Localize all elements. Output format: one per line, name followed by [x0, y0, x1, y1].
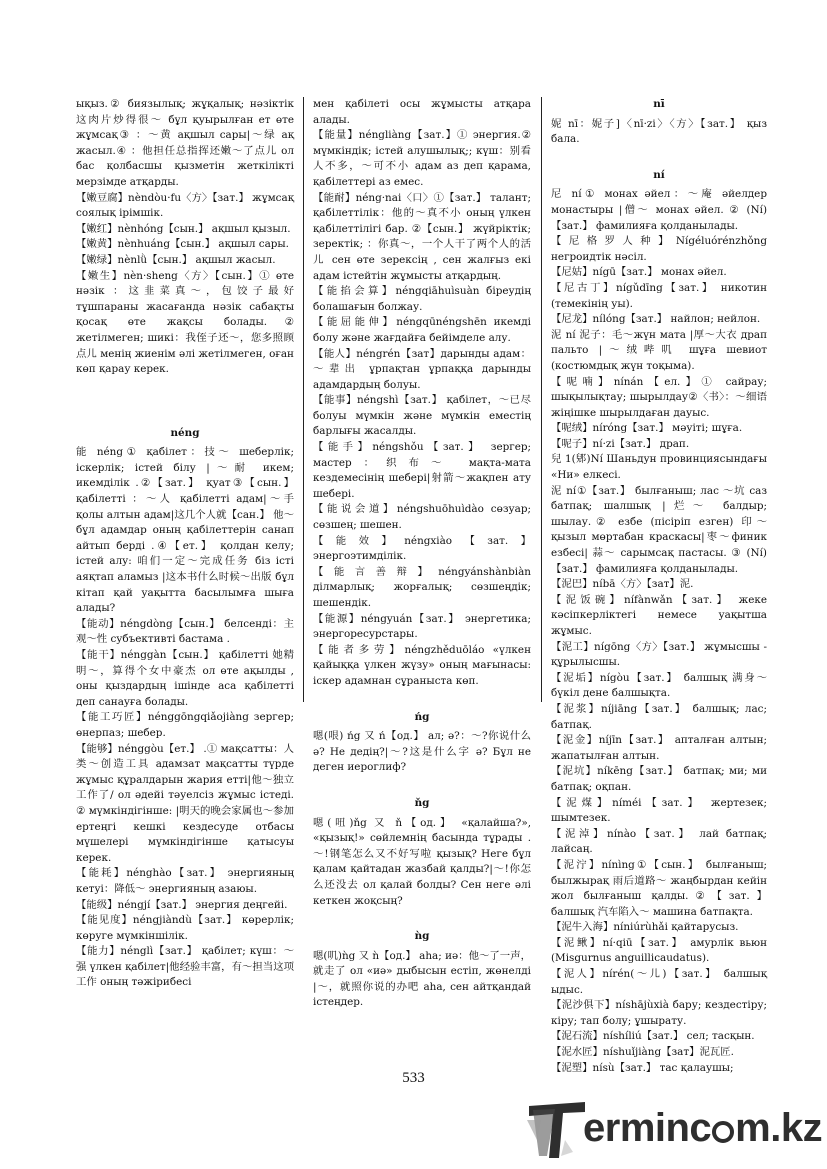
entry: 【泥石流】níshíliú【зат.】 сел; тасқын. — [551, 1030, 755, 1043]
entry: 【尼格罗人种】Nígéluórénzhǒng негроидтік нәсіл. — [551, 235, 767, 263]
entry: 【泥沙俱下】níshājùxià бару; кездестіру; кіру; тап болу; ұшырату. — [551, 999, 767, 1027]
entry: 【泥牛入海】níniúrùhǎi қайтарусыз. — [551, 921, 739, 934]
entry: 【能力】nénglì【зат.】 қабілет; күш：～强 үлкен қабілет|他经验丰富，有～担当这项工作 оның тәжірибесі — [76, 945, 294, 989]
entry: 【泥水匠】níshuǐjiàng【зат】泥瓦匠. — [551, 1046, 734, 1059]
section-heading: ǹg — [414, 930, 430, 943]
entry: 【尼古丁】nígǔdīng【зат.】 никотин (темекінің уы). — [551, 281, 767, 310]
column-middle — [313, 97, 531, 1009]
entry: 尼 ní① монах әйел：～庵 әйелдер монастыры |僧～ монах әйел. ② (Ní)【зат.】 фамилияға қолданылады. — [551, 188, 767, 232]
column-left — [76, 97, 294, 989]
entry: 【能手】néngshǒu【зат.】 зергер; мастер：织布～ мақта-мата кездемесінің шебері|射箭～жақпен ату шебері. — [313, 441, 531, 500]
column-divider — [303, 97, 304, 702]
entry: 【尼龙】nílóng【зат.】 найлон; нейлон. — [551, 313, 761, 326]
entry: 兒 1(郳)Ní Шаньдун провинциясындағы «Ни» елкесі. — [551, 453, 767, 482]
entry: 【呢绒】níróng【зат.】 мәуіті; шұға. — [551, 422, 743, 435]
logo-t-icon — [525, 1100, 587, 1160]
section-heading: nī — [653, 98, 665, 110]
entry: 【能量】néngliàng【зат.】① энергия.② мүмкіндік; істей алушылық;; күш：别看人不多，～可不小 адам аз деп қарама, қабілеттері аз емес. — [313, 129, 531, 188]
entry: 【能级】néngjí【зат.】 энергия деңгейі. — [76, 898, 288, 911]
entry: 妮 nī：妮子]〈nī·zi〉〈方〉【зат.】 қыз бала. — [551, 117, 767, 146]
logo-text — [583, 1106, 822, 1151]
section-heading: ńg — [414, 710, 430, 723]
logo-text-part1: erminc — [583, 1106, 712, 1150]
entry: 【泥淖】nínào【зат.】 лай батпақ; лайсаң. — [551, 827, 767, 856]
entry: 【泥工】nígōng〈方〉【зат.】 жұмысшы - құрылысшы. — [551, 640, 767, 669]
spacer — [76, 378, 294, 406]
entry: 【泥人】nírén(～儿)【зат.】 балшық ыдыс. — [551, 968, 767, 996]
entry: 【泥煤】níméi【зат.】 жертезек; шымтезек. — [551, 796, 767, 825]
entry: ықыз.② биязылық; жұқалық; нәзіктік 这肉片炒得很～ бұл қуырылған ет өте жұмсақ③ ：～黄 ақшыл сары|～绿 ақ жасыл.④ ：他担任总指挥还嫩～了点儿 ол бас қолбасшы қызметін жеткілікті мерзімде атқарды. — [76, 98, 294, 188]
entry: 【能事】néngshì【зат.】 қабілет，～已尽 болуы мүмкін және мүмкін еместің барлығы жасалды. — [313, 394, 531, 438]
entry: 泥 ní 泥子：毛～жүн мата |厚～大衣 драп пальто |～绒哔叽 шұға шевиот (костюмдық жүн тоқыма). — [551, 328, 767, 372]
entry: 【嫩黄】nènhuáng【сын.】 ақшыл сары. — [76, 238, 289, 251]
entry: 【能屈能伸】néngqūnéngshēn икемді болу және жағдайға бейімделе алу. — [313, 316, 531, 344]
entry: 【能耗】nénghào【зат.】 энергияның кетуі：降低～ энергияның азаюы. — [76, 867, 294, 895]
entry: 【能够】nénggòu【ет.】 .① мақсатты：人类～创造工具 адамзат мақсатты түрде жұмыс құралдарын жария етті|他～独立工作了/ ол әдейі тәуелсіз жұмыс істеді. ② мүмкіндігінше: |明天的晚会家属也～参加 ертеңгі кешкі кездесуде отбасы мүшелері мүмкіндігінше қатысуы керек. — [76, 742, 294, 864]
section-heading: ňg — [414, 796, 430, 809]
entry: 【能动】néngdòng【сын.】 белсенді：主观～性 субъективті бастама . — [76, 617, 294, 646]
entry: 【泥塑】nísù【зат.】 тас қалаушы; — [551, 1061, 734, 1074]
entry: 【能者多劳】néngzhěduōláo «үлкен қайыққа үлкен жүзу» оның мағынасы: іскер адамнан сұраныста көп. — [313, 643, 531, 687]
entry: 【泥浆】níjiāng【зат.】 балшық; лас; батпақ. — [551, 702, 767, 731]
entry: 【能干】nénggàn【сын.】 қабілетті 她精明～，算得个女中豪杰 ол өте ақылды , оны қыздардың ішінде аса қабілетті деп санауға болады. — [76, 649, 294, 708]
section-heading: néng — [170, 426, 200, 439]
entry: 嗯(叽)ǹg 又 ǹ【од.】 aha; иә：他～了一声，就走了 ол «иә» дыбысын естіп, жөнелді |～，就照你说的办吧 aha, сен айтқандай істеңдер. — [313, 949, 531, 1009]
entry: 【能工巧匠】nénggōngqiǎojiàng зергер; өнерпаз; шебер. — [76, 711, 294, 739]
entry: 【能效】néngxiào【зат.】 энергоэтимділік. — [313, 534, 531, 563]
entry: 【泥金】níjīn【зат.】 апталған алтын; жапатылған алтын. — [551, 734, 767, 762]
entry: 【能言善辩】néngyánshànbiàn ділмарлық; жорғалық; сөзшеңдік; шешендік. — [313, 565, 531, 609]
section-heading: ní — [653, 168, 665, 181]
entry: 【能源】néngyuán【зат.】 энергетика; энергоресурстары. — [313, 612, 531, 641]
column-right — [551, 97, 767, 1074]
column-divider — [541, 97, 542, 702]
entry: 【能说会道】néngshuōhuìdào сөзуар; сөзшең; шешен. — [313, 503, 531, 532]
entry: 【泥鳅】ní·qiū【зат.】 амурлік вьюн (Misgurnus anguillicaudatus). — [551, 936, 767, 965]
logo-text-part2: m.kz — [735, 1106, 823, 1150]
entry: 【嫩豆腐】nèndòu·fu〈方〉【зат.】 жұмсақ соялық ірімшік. — [76, 191, 294, 220]
entry: 【泥饭碗】nífànwǎn【зат.】 жеке кәсіпкерліктегі немесе уақытша жұмыс. — [551, 593, 767, 637]
entry: 【呢子】ní·zi【зат.】 драп. — [551, 437, 690, 450]
entry: 【泥巴】níbā〈方〉【зат】泥. — [551, 578, 694, 591]
entry: 【呢喃】nínán【ел.】① сайрау; шықылықтау; шырылдау②〈书〉：～细语 жіңішке шырылдаған дауыс. — [551, 375, 767, 419]
entry: 【能人】néngrén【зат】дарынды адам：～辈出 ұрпақтан ұрпаққа дарынды адамдардың болуы. — [313, 347, 531, 391]
entry: 【嫩绿】nènlǜ【сын.】 ақшыл жасыл. — [76, 253, 276, 266]
entry: 【泥坑】níkēng【зат.】 батпақ; ми; ми батпақ; оқпан. — [551, 765, 767, 793]
entry: 【能见度】néngjiàndù【зат.】 көрерлік; көруге мүмкіншілік. — [76, 914, 294, 942]
entry: 【能耐】néng·nai〈口〉①【зат.】 талант; қабілеттілік：他的～真不小 оның үлкен қабілеттілігі бар. ②【сын.】 жүйріктік; зеректік; ：你真～，一个人干了两个人的活儿 сен өте зерексің , сен жалғыз екі адам істейтін жұмысты атқардың. — [313, 191, 531, 282]
entry: 【尼姑】nígū【зат.】 монах әйел. — [551, 266, 727, 279]
entry: 嗯(哏) ńg 又 ń【од.】 ал; ә?：～?你说什么 ә? Не дедің?|～?这是什么字 ә? Бұл не деген иероглиф? — [313, 730, 531, 774]
entry: 【泥垢】nígòu【зат.】 балшық 满身～ бүкіл дене балшықта. — [551, 671, 767, 700]
entry: 泥 ní①【зат.】 былғаныш; лас ～坑 саз батпақ; шалшық |烂～ балдыр; шылау.② езбе (пісіріп езген) 印～ қызыл мөртабан краскасы|枣～финик езбесі| 蒜～ сарымсақ пастасы. ③ (Ní)【зат.】 фамилияға қолданылады. — [551, 484, 767, 575]
entry: 嗯(吜)ňg 又 ň【од.】 «қалайша?», «қызық!» сөйлемнің басында тұрады .～!钢笔怎么又不好写啦 қызық? Неге бұл қалам қайтадан жазбай қалды?|～!你怎么还没去 ол қалай болды? Сен неге әлі кеткен жоқсың? — [313, 816, 531, 907]
entry: 【嫩生】nèn·sheng〈方〉【сын.】① өте нәзік ：这韭菜真～，包饺子最好 тұшпараны жасағанда нәзік сабақты қосақ өте жақсы болады.② жетілмеген; шикі：我侄子还～，您多照顾点儿 менің жиенім әлі жетілмеген, оған көп қарау керек. — [76, 269, 294, 376]
entry: 【泥泞】nínìng①【сын.】 былғаныш; былжырақ 雨后道路～ жаңбырдан кейін жол былғаныш қалды.②【зат.】 балшық 汽车陷入～ машина батпақта. — [551, 858, 767, 918]
entry: мен қабілеті осы жұмысты атқара алады. — [313, 98, 531, 126]
page-number: 533 — [402, 1070, 425, 1086]
logo-o-icon — [712, 1121, 734, 1143]
entry: 【能掐会算】néngqiāhuìsuàn біреудің болашағын болжау. — [313, 285, 531, 313]
site-logo — [525, 1100, 823, 1160]
entry: 能 néng① қабілет：技～ шеберлік; іскерлік; істей білу |～耐 икем; икемділік .②【зат.】 қуат③【сын.】 қабілетті ：～人 қабілетті адам|～手 қолы алтын адам|这几个人就【сан.】 他～ бұл адамдар оның қабілеттерін санап айтып берді .④【ет.】 қолдан келу; істей алу: 咱们一定～完成任务 біз істі аяқтап аламыз |这本书什么时候～出版 бұл кітап қай уақытта басылымға шыға алады? — [76, 446, 294, 615]
entry: 【嫩红】nènhóng【сын.】 ақшыл қызыл. — [76, 222, 291, 235]
